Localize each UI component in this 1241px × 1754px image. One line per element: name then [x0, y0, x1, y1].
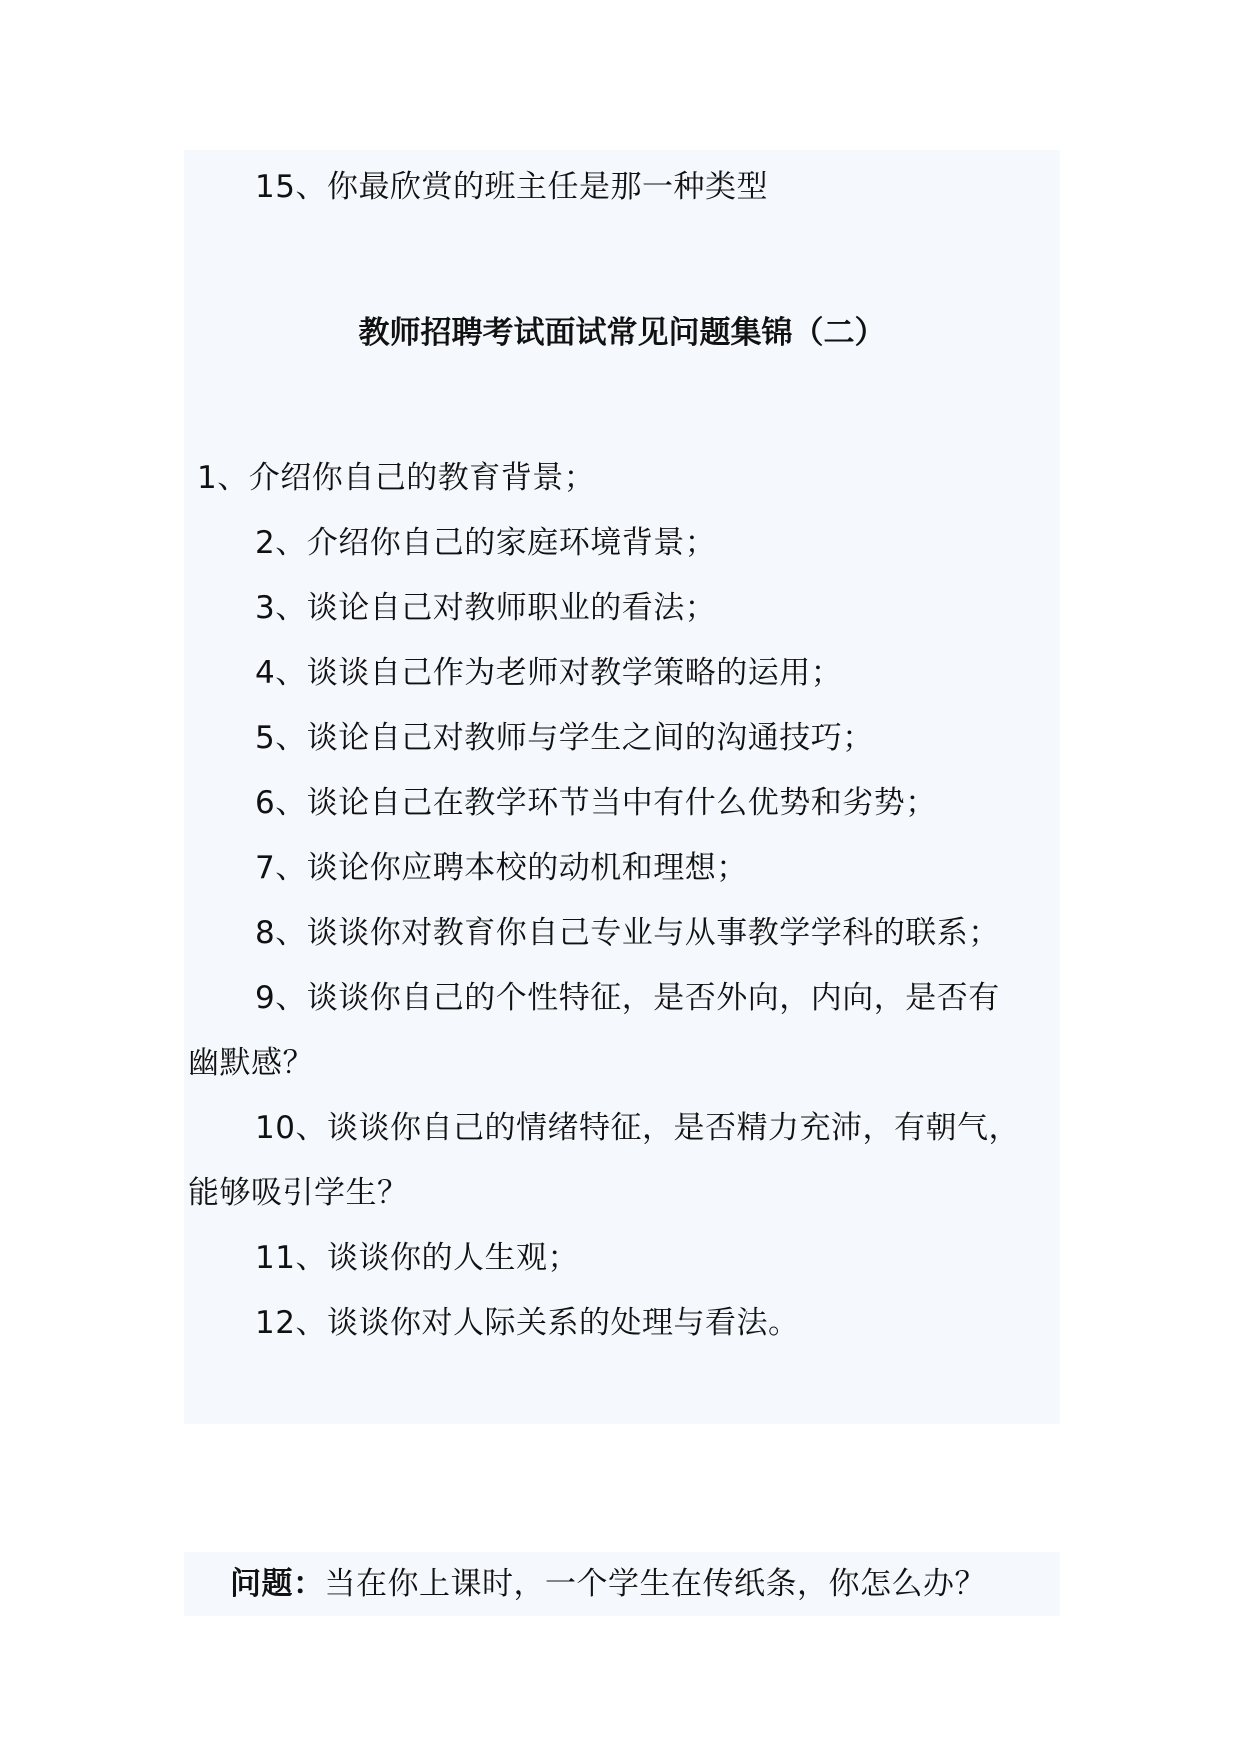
problem-panel [184, 1552, 1060, 1616]
question-2: 2、介绍你自己的家庭环境背景； [255, 525, 717, 561]
question-3: 3、谈论自己对教师职业的看法； [255, 590, 717, 626]
question-11: 11、谈谈你的人生观； [255, 1240, 579, 1276]
question-10: 10、谈谈你自己的情绪特征，是否精力充沛，有朝气， [255, 1110, 1020, 1146]
question-12: 12、谈谈你对人际关系的处理与看法。 [255, 1305, 800, 1341]
question-6: 6、谈论自己在教学环节当中有什么优势和劣势； [255, 785, 937, 821]
section-title: 教师招聘考试面试常见问题集锦（二） [358, 315, 886, 351]
question-8: 8、谈谈你对教育你自己专业与从事教学学科的联系； [255, 915, 1000, 951]
question-9: 9、谈谈你自己的个性特征，是否外向，内向，是否有 [255, 980, 1000, 1016]
problem-text: 当在你上课时，一个学生在传纸条，你怎么办？ [324, 1566, 986, 1602]
question-1: 1、介绍你自己的教育背景； [197, 460, 596, 496]
question-7: 7、谈论你应聘本校的动机和理想； [255, 850, 748, 886]
problem-line [230, 1564, 986, 1604]
document-panel [184, 150, 1060, 1424]
question-4: 4、谈谈自己作为老师对教学策略的运用； [255, 655, 843, 691]
list-item-15: 15、你最欣赏的班主任是那一种类型 [255, 169, 768, 205]
question-10-continued: 能够吸引学生？ [188, 1175, 409, 1211]
question-9-continued: 幽默感？ [188, 1045, 314, 1081]
problem-label: 问题： [230, 1566, 325, 1602]
question-5: 5、谈论自己对教师与学生之间的沟通技巧； [255, 720, 874, 756]
